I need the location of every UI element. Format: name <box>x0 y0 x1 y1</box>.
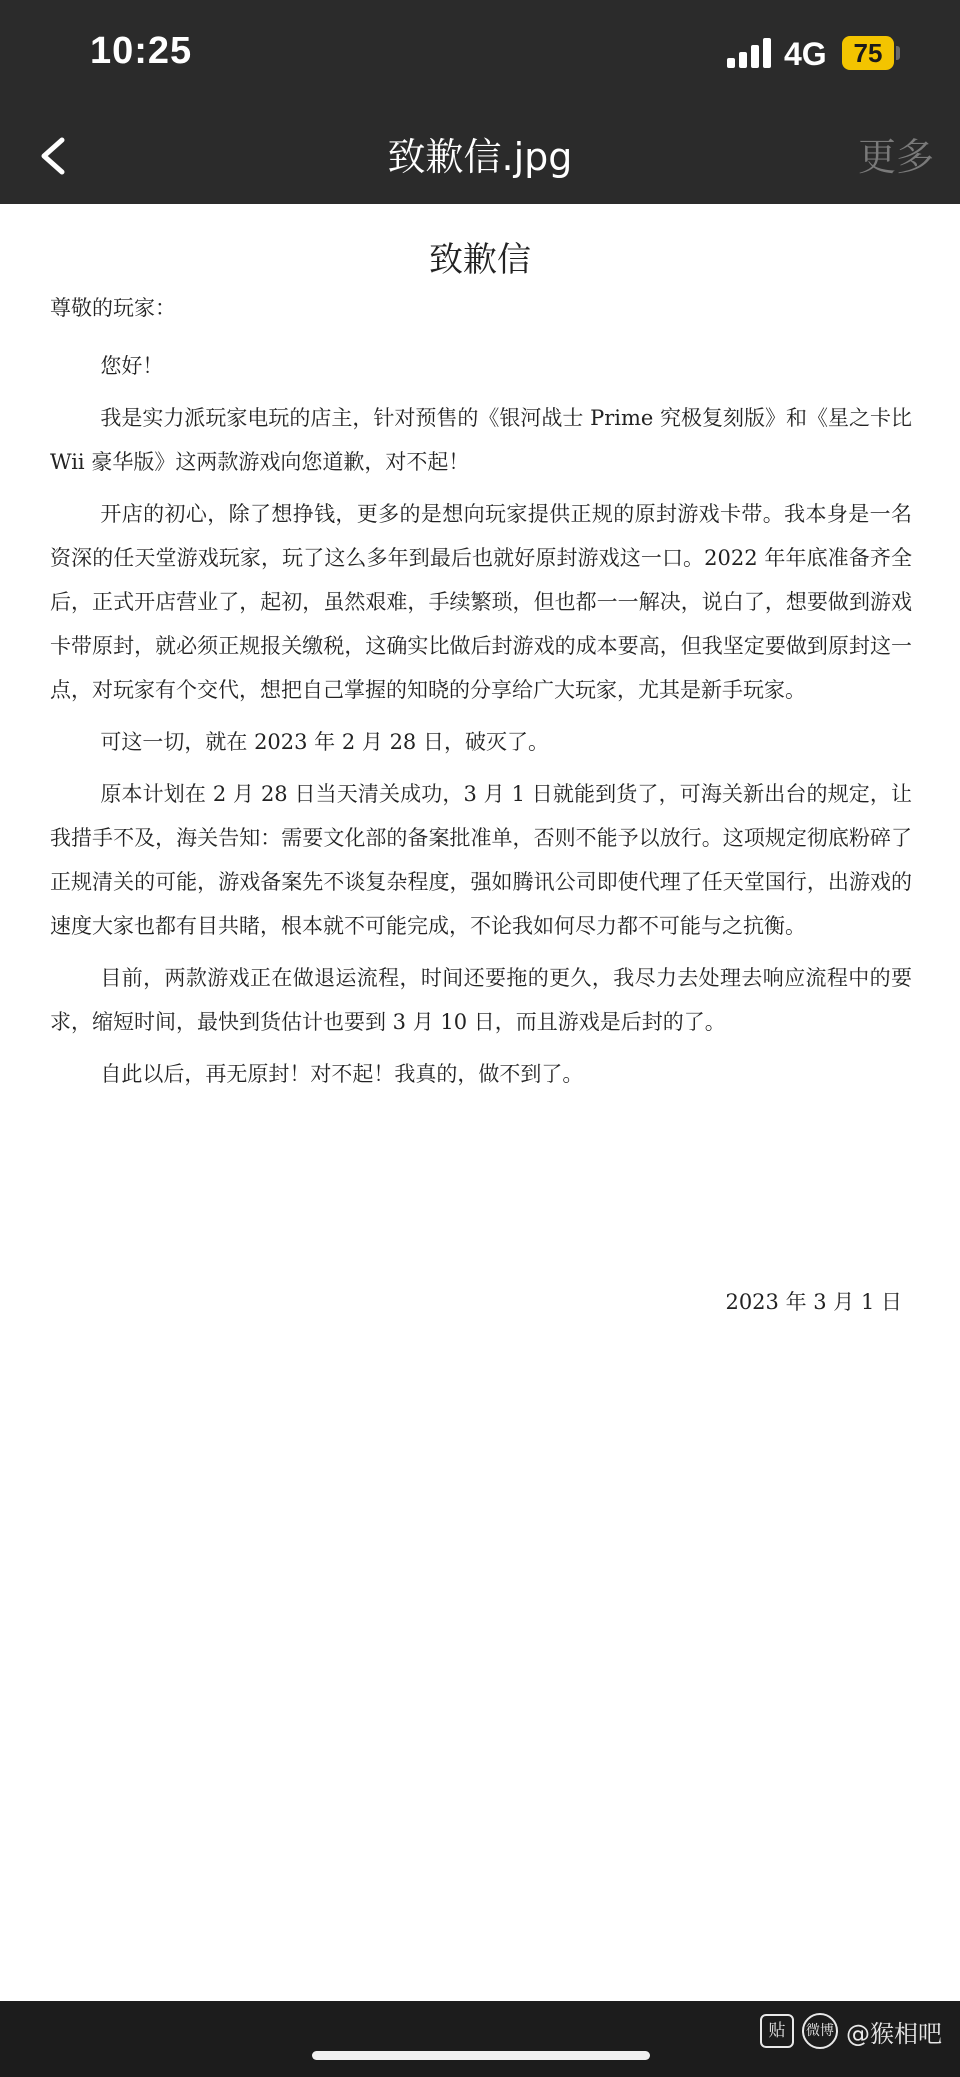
back-button[interactable] <box>24 126 84 186</box>
nav-title: 致歉信.jpg <box>387 135 573 179</box>
home-indicator[interactable] <box>312 2051 650 2060</box>
letter-paragraph: 您好！ <box>100 354 164 378</box>
battery-cap <box>896 46 900 60</box>
letter-title: 致歉信 <box>429 240 531 280</box>
letter-paragraph: 我是实力派玩家电玩的店主，针对预售的《银河战士 Prime 究极复刻版》和《星之卡比 Wii 豪华版》这两款游戏向您道歉，对不起！ <box>50 406 912 474</box>
watermark <box>760 2011 942 2051</box>
status-time: 10:25 <box>90 30 193 72</box>
weibo-logo-icon: 微博 <box>802 2013 838 2049</box>
chevron-left-icon <box>24 126 84 186</box>
tieba-logo-icon: 贴 <box>760 2014 794 2048</box>
letter-salutation: 尊敬的玩家： <box>50 296 176 320</box>
signal-icon <box>727 38 775 68</box>
letter-date: 2023 年 3 月 1 日 <box>725 1290 902 1314</box>
letter-paragraph: 原本计划在 2 月 28 日当天清关成功，3 月 1 日就能到货了，可海关新出台的规定，让我措手不及，海关告知：需要文化部的备案批准单，否则不能予以放行。这项规定彻底粉碎了正规清关的可能，游戏备案先不谈复杂程度，强如腾讯公司即使代理了任天堂国行，出游戏的速度大家也都有目共睹，根本就不可能完成，不论我如何尽力都不可能与之抗衡。 <box>50 782 912 938</box>
letter-paragraph: 开店的初心，除了想挣钱，更多的是想向玩家提供正规的原封游戏卡带。我本身是一名资深的任天堂游戏玩家，玩了这么多年到最后也就好原封游戏这一口。2022 年年底准备齐全后，正式开店营业了，起初，虽然艰难，手续繁琐，但也都一一解决，说白了，想要做到游戏卡带原封，就必须正规报关缴税，这确实比做后封游戏的成本要高，但我坚定要做到原封这一点，对玩家有个交代，想把自己掌握的知晓的分享给广大玩家，尤其是新手玩家。 <box>50 502 912 702</box>
status-bar <box>0 0 960 110</box>
network-label: 4G <box>784 36 827 72</box>
image-viewer[interactable] <box>0 204 960 2001</box>
letter-paragraph: 可这一切，就在 2023 年 2 月 28 日，破灭了。 <box>100 730 549 754</box>
letter-body <box>50 286 912 1104</box>
bottom-bar <box>0 2001 960 2077</box>
letter-paragraph: 自此以后，再无原封！对不起！我真的，做不到了。 <box>100 1062 584 1086</box>
nav-bar <box>0 110 960 204</box>
battery-icon: 75 <box>842 36 894 70</box>
letter-paragraph: 目前，两款游戏正在做退运流程，时间还要拖的更久，我尽力去处理去响应流程中的要求，缩短时间，最快到货估计也要到 3 月 10 日，而且游戏是后封的了。 <box>50 966 912 1034</box>
watermark-text: @猴相吧 <box>846 2019 942 2048</box>
more-button[interactable]: 更多 <box>857 135 934 179</box>
